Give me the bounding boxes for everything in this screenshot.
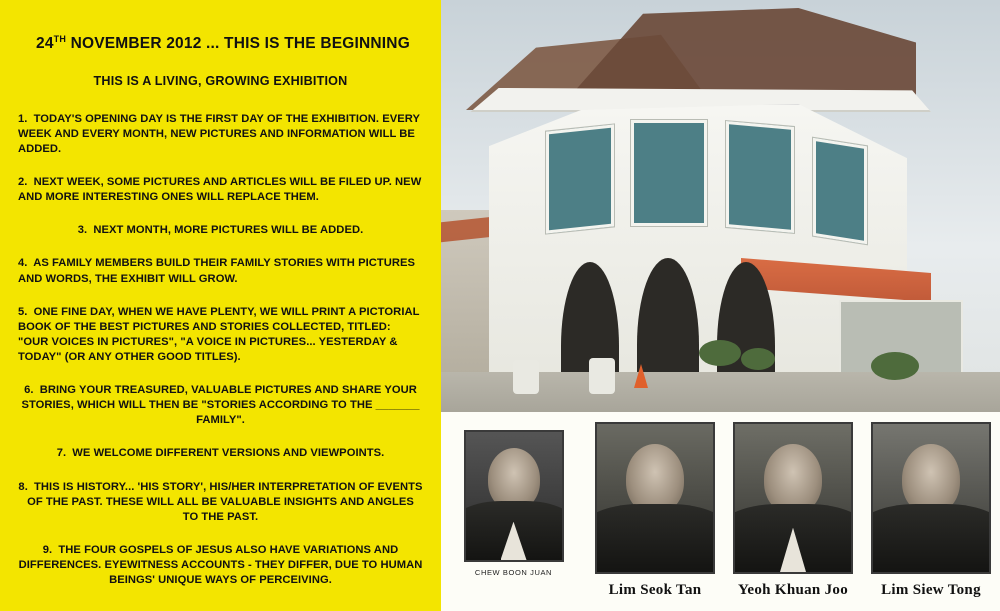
shrub [741,348,775,370]
list-item [18,112,423,157]
list-item-number: 4. [18,257,28,270]
yellow-exhibition-poster [0,0,441,611]
list-item [18,305,423,365]
window-pane [726,121,794,233]
poster-headline [36,34,423,54]
window-pane [813,138,867,245]
portrait-caption: Lim Seok Tan [608,582,702,598]
portrait-caption: CHEW BOON JUAN [474,568,553,577]
list-item-text: AS FAMILY MEMBERS BUILD THEIR FAMILY STORIES WITH PICTURES AND WORDS, THE EXHIBIT WILL GROW. [18,257,416,285]
list-item [18,480,423,525]
portrait-suit [871,504,991,572]
traffic-cone [634,364,648,388]
list-item-number: 9. [42,543,53,556]
list-item-number: 7. [56,447,67,460]
shrub [699,340,741,366]
list-item [18,223,423,238]
portrait-photo [733,422,853,574]
list-item-number: 1. [18,112,28,125]
list-item-text: WE WELCOME DIFFERENT VERSIONS AND VIEWPOINTS. [72,447,385,460]
list-item-text: TODAY'S OPENING DAY IS THE FIRST DAY OF THE EXHIBITION. EVERY WEEK AND EVERY MONTH, NEW PICTURES AND INFORMATION WILL BE ADDED. [18,112,420,155]
poster-headline-day: 24 [36,35,54,53]
poster-headline-ordinal: TH [53,34,67,44]
portrait-photo [595,422,715,574]
list-item-text: ONE FINE DAY, WHEN WE HAVE PLENTY, WE WILL PRINT A PICTORIAL BOOK OF THE BEST PICTURES AND STORIES COLLECTED, TITLED: "OUR VOICES IN PICTURES", "A VOICE IN PICTURES... YESTERDAY & TODAY" (OR ANY OTHER GOOD TITLES). [18,305,420,363]
list-item [18,446,423,461]
list-item [18,175,423,205]
list-item-number: 8. [18,480,28,493]
list-item-number: 5. [18,305,28,318]
list-item [18,256,423,286]
heritage-shophouse-building-photo [441,0,1000,412]
shrub [871,352,919,380]
portrait-caption: Lim Siew Tong [881,582,981,598]
list-item [18,543,423,588]
poster-headline-rest: NOVEMBER 2012 ... THIS IS THE BEGINNING [66,35,410,53]
window-pane [631,120,707,226]
portrait-strip [441,412,1000,611]
portrait-caption: Yeoh Khuan Joo [737,582,849,598]
portrait-photo [464,430,564,562]
poster-subheadline: THIS IS A LIVING, GROWING EXHIBITION [93,73,348,88]
window-pane [546,124,614,233]
list-item-text: BRING YOUR TREASURED, VALUABLE PICTURES AND SHARE YOUR STORIES, WHICH WILL THEN BE "STORIES ACCORDING TO THE _______ FAMILY". [21,384,420,427]
planter-pot [589,358,615,394]
list-item-text: NEXT WEEK, SOME PICTURES AND ARTICLES WILL BE FILED UP. NEW AND MORE INTERESTING ONES WILL REPLACE THEM. [18,176,422,204]
portrait-cell [724,412,862,611]
poster-points-list [18,112,423,588]
list-item-text: THE FOUR GOSPELS OF JESUS ALSO HAVE VARIATIONS AND DIFFERENCES. EYEWITNESS ACCOUNTS - THEY DIFFER, DUE TO HUMAN BEINGS' UNIQUE WAYS OF PERCEIVING. [18,543,423,587]
list-item [18,383,423,428]
list-item-number: 6. [24,384,34,397]
list-item-text: THIS IS HISTORY... 'HIS STORY', HIS/HER INTERPRETATION OF EVENTS OF THE PAST. THESE WILL ALL BE VALUABLE INSIGHTS AND ANGLES TO THE PAST. [27,480,423,523]
portrait-cell [441,412,586,611]
portrait-suit [595,504,715,572]
portrait-cell [862,412,1000,611]
list-item-number: 3. [77,224,88,237]
portrait-cell [586,412,724,611]
portrait-photo [871,422,991,574]
list-item-number: 2. [18,176,28,189]
list-item-text: NEXT MONTH, MORE PICTURES WILL BE ADDED. [93,224,364,237]
planter-pot [513,360,539,394]
